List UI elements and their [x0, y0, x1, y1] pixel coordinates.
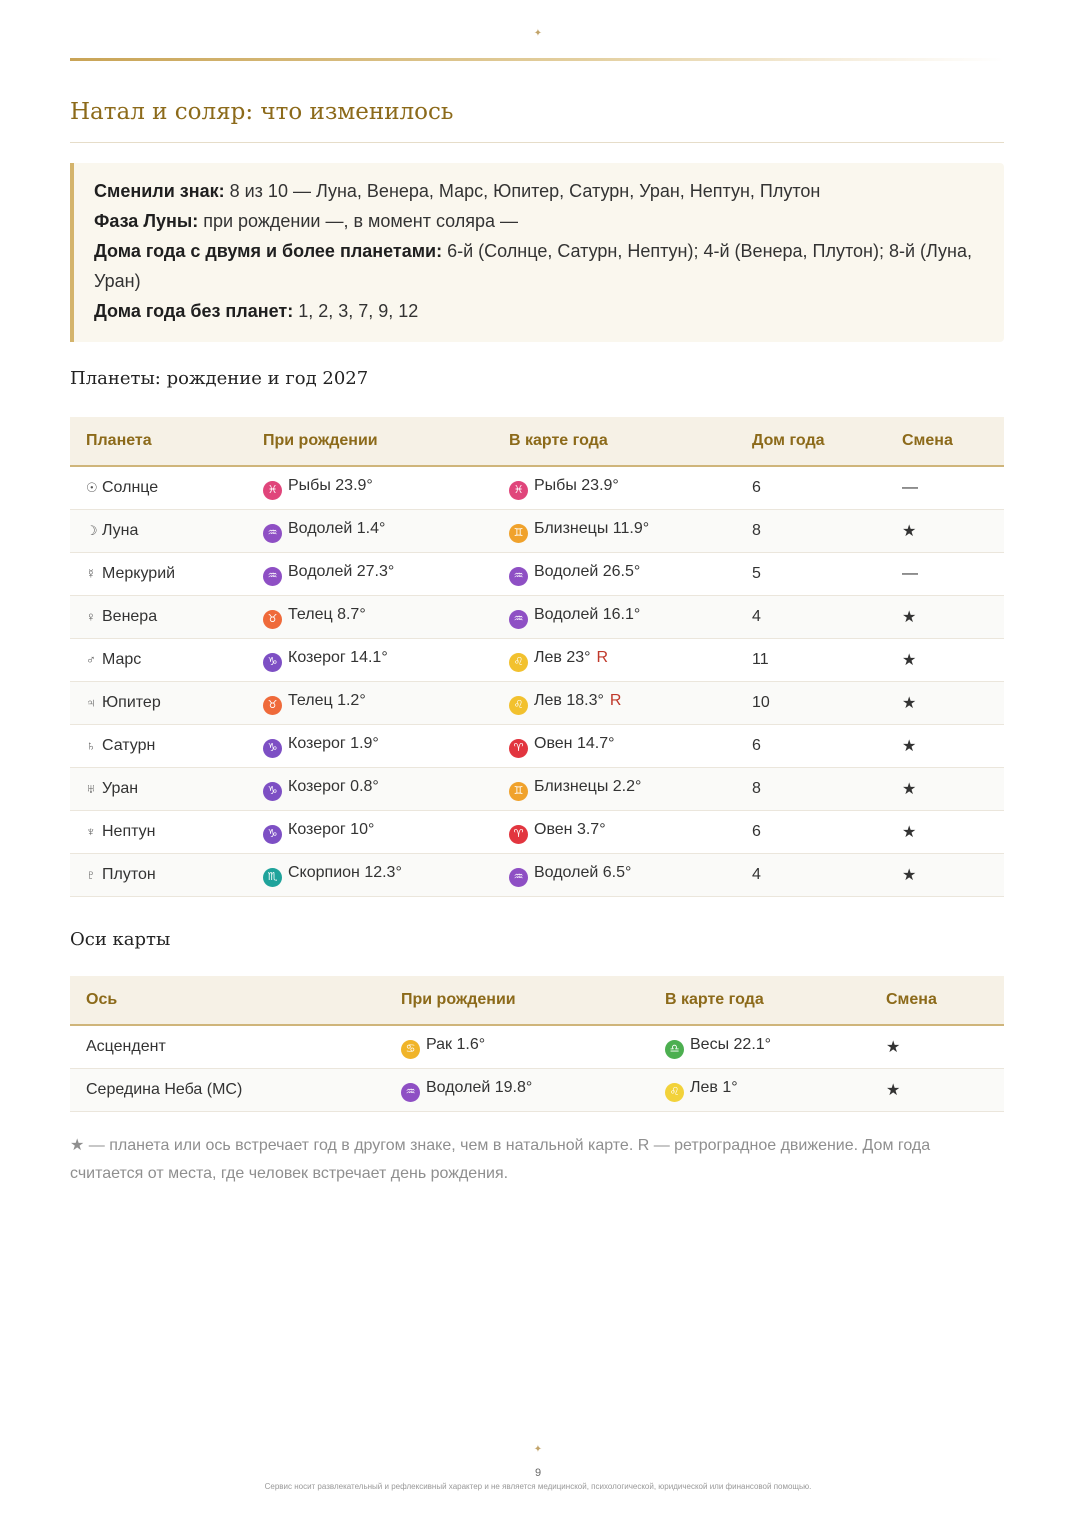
column-header-year: В карте года — [649, 976, 870, 1025]
year-sign-cell — [493, 510, 736, 553]
year-sign-text: Овен 3.7° — [534, 820, 606, 838]
column-header-change: Смена — [886, 417, 1004, 466]
planet-glyph-icon: ♅ — [86, 781, 96, 796]
top-divider — [70, 58, 1004, 61]
zodiac-sign-icon: ♈ — [509, 739, 528, 758]
planet-name: Юпитер — [102, 694, 161, 711]
change-star-icon: ★ — [886, 854, 1004, 897]
table-row — [70, 811, 1004, 854]
planet-cell — [70, 596, 247, 639]
planet-glyph-icon: ♄ — [86, 738, 96, 753]
natal-sign-cell — [247, 596, 493, 639]
column-header-natal: При рождении — [385, 976, 649, 1025]
summary-houses-empty-label: Дома года без планет: — [94, 301, 294, 321]
summary-moon-phase-label: Фаза Луны: — [94, 211, 199, 231]
zodiac-sign-icon: ♒ — [263, 524, 282, 543]
year-sign-cell — [493, 639, 736, 682]
natal-sign-cell — [247, 553, 493, 596]
planet-cell — [70, 768, 247, 811]
zodiac-sign-icon: ♒ — [263, 567, 282, 586]
axes-table — [70, 976, 1004, 1112]
zodiac-sign-icon: ♑ — [263, 825, 282, 844]
house-cell: 8 — [736, 510, 886, 553]
retrograde-mark: R — [596, 648, 609, 666]
house-cell: 6 — [736, 466, 886, 510]
natal-sign-cell — [247, 811, 493, 854]
year-sign-cell — [493, 768, 736, 811]
disclaimer: Сервис носит развлекательный и рефлексивный характер и не является медицинской, психологической, юридической или финансовой помощью. — [264, 1482, 812, 1491]
zodiac-sign-icon: ♉ — [263, 610, 282, 629]
natal-sign-text: Козерог 1.9° — [288, 734, 379, 752]
column-header-year: В карте года — [493, 417, 736, 466]
planet-cell — [70, 553, 247, 596]
zodiac-sign-icon: ♒ — [509, 610, 528, 629]
summary-box — [70, 163, 1004, 342]
planet-name: Венера — [102, 608, 158, 625]
legend-note: ★ — планета или ось встречает год в другом знаке, чем в натальной карте. R — ретроградное движение. Дом года считается от места, где человек встречает день рождения. — [70, 1137, 931, 1182]
zodiac-sign-icon: ♓ — [263, 481, 282, 500]
column-header-planet: Планета — [70, 417, 247, 466]
axes-section-title: Оси карты — [70, 929, 171, 950]
change-star-icon: ★ — [886, 639, 1004, 682]
planet-glyph-icon: ♃ — [86, 695, 96, 710]
natal-sign-text: Рыбы 23.9° — [288, 476, 373, 494]
zodiac-sign-icon: ♌ — [509, 653, 528, 672]
year-sign-text: Овен 14.7° — [534, 734, 615, 752]
zodiac-sign-icon: ♑ — [263, 653, 282, 672]
natal-sign-text: Водолей 19.8° — [426, 1078, 533, 1096]
natal-sign-text: Козерог 0.8° — [288, 777, 379, 795]
retrograde-mark: R — [609, 691, 622, 709]
change-star-icon: ★ — [886, 510, 1004, 553]
zodiac-sign-icon: ♊ — [509, 524, 528, 543]
planet-name: Марс — [102, 651, 142, 668]
natal-sign-text: Рак 1.6° — [426, 1035, 486, 1053]
table-row — [70, 768, 1004, 811]
planet-glyph-icon: ☉ — [86, 480, 98, 495]
year-sign-cell — [493, 725, 736, 768]
summary-houses-multi-value: 6-й (Солнце, Сатурн, Нептун); 4-й (Венера, Плутон); 8-й (Луна, Уран) — [94, 241, 972, 291]
year-sign-text: Водолей 26.5° — [534, 562, 641, 580]
planet-cell — [70, 725, 247, 768]
table-row — [70, 725, 1004, 768]
house-cell: 6 — [736, 725, 886, 768]
page-title: Натал и соляр: что изменилось — [70, 99, 454, 125]
year-sign-cell — [493, 466, 736, 510]
change-star-icon: ★ — [886, 682, 1004, 725]
change-star-icon: ★ — [870, 1025, 1004, 1069]
natal-sign-cell — [247, 466, 493, 510]
table-row — [70, 553, 1004, 596]
planet-glyph-icon: ☿ — [86, 566, 96, 581]
change-dash: — — [886, 553, 1004, 596]
summary-sign-change-value: 8 из 10 — Луна, Венера, Марс, Юпитер, Сатурн, Уран, Нептун, Плутон — [224, 181, 821, 201]
top-ornament: ✦ — [533, 28, 543, 39]
house-cell: 6 — [736, 811, 886, 854]
change-star-icon: ★ — [886, 725, 1004, 768]
planet-name: Нептун — [102, 823, 156, 840]
planets-table — [70, 417, 1004, 897]
change-star-icon: ★ — [886, 768, 1004, 811]
planet-name: Меркурий — [102, 565, 176, 582]
table-row — [70, 510, 1004, 553]
summary-houses-multi-label: Дома года с двумя и более планетами: — [94, 241, 443, 261]
natal-sign-cell — [247, 725, 493, 768]
natal-sign-text: Козерог 14.1° — [288, 648, 388, 666]
year-sign-text: Весы 22.1° — [690, 1035, 772, 1053]
year-sign-cell — [493, 854, 736, 897]
planet-cell — [70, 639, 247, 682]
summary-moon-phase — [94, 206, 988, 236]
planet-cell — [70, 811, 247, 854]
natal-sign-cell — [385, 1025, 649, 1069]
zodiac-sign-icon: ♒ — [509, 868, 528, 887]
planet-glyph-icon: ☽ — [86, 523, 98, 538]
planet-name: Солнце — [102, 479, 159, 496]
zodiac-sign-icon: ♏ — [263, 868, 282, 887]
natal-sign-cell — [385, 1069, 649, 1112]
planet-name: Плутон — [102, 866, 156, 883]
change-dash: — — [886, 466, 1004, 510]
change-star-icon: ★ — [870, 1069, 1004, 1112]
planet-name: Сатурн — [102, 737, 156, 754]
table-row — [70, 639, 1004, 682]
year-sign-cell — [493, 596, 736, 639]
summary-sign-change-label: Сменили знак: — [94, 181, 225, 201]
table-row — [70, 1025, 1004, 1069]
bottom-ornament: ✦ — [533, 1444, 543, 1455]
year-sign-cell — [493, 811, 736, 854]
year-sign-cell — [649, 1025, 870, 1069]
column-header-change: Смена — [870, 976, 1004, 1025]
natal-sign-cell — [247, 854, 493, 897]
zodiac-sign-icon: ♒ — [401, 1083, 420, 1102]
zodiac-sign-icon: ♉ — [263, 696, 282, 715]
planets-table-body — [70, 466, 1004, 897]
planet-cell — [70, 854, 247, 897]
planet-cell — [70, 510, 247, 553]
natal-sign-cell — [247, 639, 493, 682]
table-row — [70, 596, 1004, 639]
natal-sign-cell — [247, 768, 493, 811]
natal-sign-cell — [247, 510, 493, 553]
planet-cell — [70, 466, 247, 510]
summary-moon-phase-value: при рождении —, в момент соляра — — [198, 211, 519, 231]
natal-sign-cell — [247, 682, 493, 725]
house-cell: 11 — [736, 639, 886, 682]
title-divider — [70, 142, 1004, 143]
change-star-icon: ★ — [886, 596, 1004, 639]
summary-houses-empty-value: 1, 2, 3, 7, 9, 12 — [293, 301, 419, 321]
zodiac-sign-icon: ♓ — [509, 481, 528, 500]
house-cell: 10 — [736, 682, 886, 725]
planet-name: Уран — [102, 780, 139, 797]
zodiac-sign-icon: ♒ — [509, 567, 528, 586]
planet-glyph-icon: ♂ — [86, 652, 96, 667]
table-row — [70, 682, 1004, 725]
planets-table-header — [70, 417, 1004, 466]
axes-table-header — [70, 976, 1004, 1025]
house-cell: 5 — [736, 553, 886, 596]
column-header-house: Дом года — [736, 417, 886, 466]
axis-name-cell: Асцендент — [70, 1025, 385, 1069]
zodiac-sign-icon: ♎ — [665, 1040, 684, 1059]
zodiac-sign-icon: ♑ — [263, 782, 282, 801]
table-row — [70, 466, 1004, 510]
zodiac-sign-icon: ♈ — [509, 825, 528, 844]
year-sign-text: Лев 23° — [534, 648, 591, 666]
year-sign-cell — [649, 1069, 870, 1112]
summary-sign-change — [94, 176, 988, 206]
table-row — [70, 1069, 1004, 1112]
year-sign-cell — [493, 682, 736, 725]
natal-sign-text: Скорпион 12.3° — [288, 863, 402, 881]
natal-sign-text: Козерог 10° — [288, 820, 375, 838]
year-sign-text: Близнецы 2.2° — [534, 777, 642, 795]
house-cell: 8 — [736, 768, 886, 811]
year-sign-text: Рыбы 23.9° — [534, 476, 619, 494]
column-header-axis: Ось — [70, 976, 385, 1025]
summary-houses-multi — [94, 236, 988, 296]
planet-cell — [70, 682, 247, 725]
house-cell: 4 — [736, 596, 886, 639]
natal-sign-text: Водолей 1.4° — [288, 519, 386, 537]
house-cell: 4 — [736, 854, 886, 897]
axis-name-cell: Середина Неба (MC) — [70, 1069, 385, 1112]
column-header-natal: При рождении — [247, 417, 493, 466]
zodiac-sign-icon: ♊ — [509, 782, 528, 801]
change-star-icon: ★ — [886, 811, 1004, 854]
table-row — [70, 854, 1004, 897]
year-sign-cell — [493, 553, 736, 596]
axes-table-body — [70, 1025, 1004, 1112]
natal-sign-text: Телец 1.2° — [288, 691, 366, 709]
year-sign-text: Лев 18.3° — [534, 691, 604, 709]
zodiac-sign-icon: ♌ — [665, 1083, 684, 1102]
planet-glyph-icon: ♆ — [86, 824, 96, 839]
summary-houses-empty — [94, 296, 988, 326]
natal-sign-text: Телец 8.7° — [288, 605, 366, 623]
zodiac-sign-icon: ♋ — [401, 1040, 420, 1059]
natal-sign-text: Водолей 27.3° — [288, 562, 395, 580]
year-sign-text: Водолей 16.1° — [534, 605, 641, 623]
zodiac-sign-icon: ♌ — [509, 696, 528, 715]
year-sign-text: Лев 1° — [690, 1078, 738, 1096]
year-sign-text: Водолей 6.5° — [534, 863, 632, 881]
planet-glyph-icon: ♀ — [86, 609, 96, 624]
planet-glyph-icon: ♇ — [86, 867, 96, 882]
page-number: 9 — [534, 1467, 542, 1479]
year-sign-text: Близнецы 11.9° — [534, 519, 650, 537]
zodiac-sign-icon: ♑ — [263, 739, 282, 758]
planets-section-title: Планеты: рождение и год 2027 — [70, 368, 369, 389]
planet-name: Луна — [102, 522, 139, 539]
